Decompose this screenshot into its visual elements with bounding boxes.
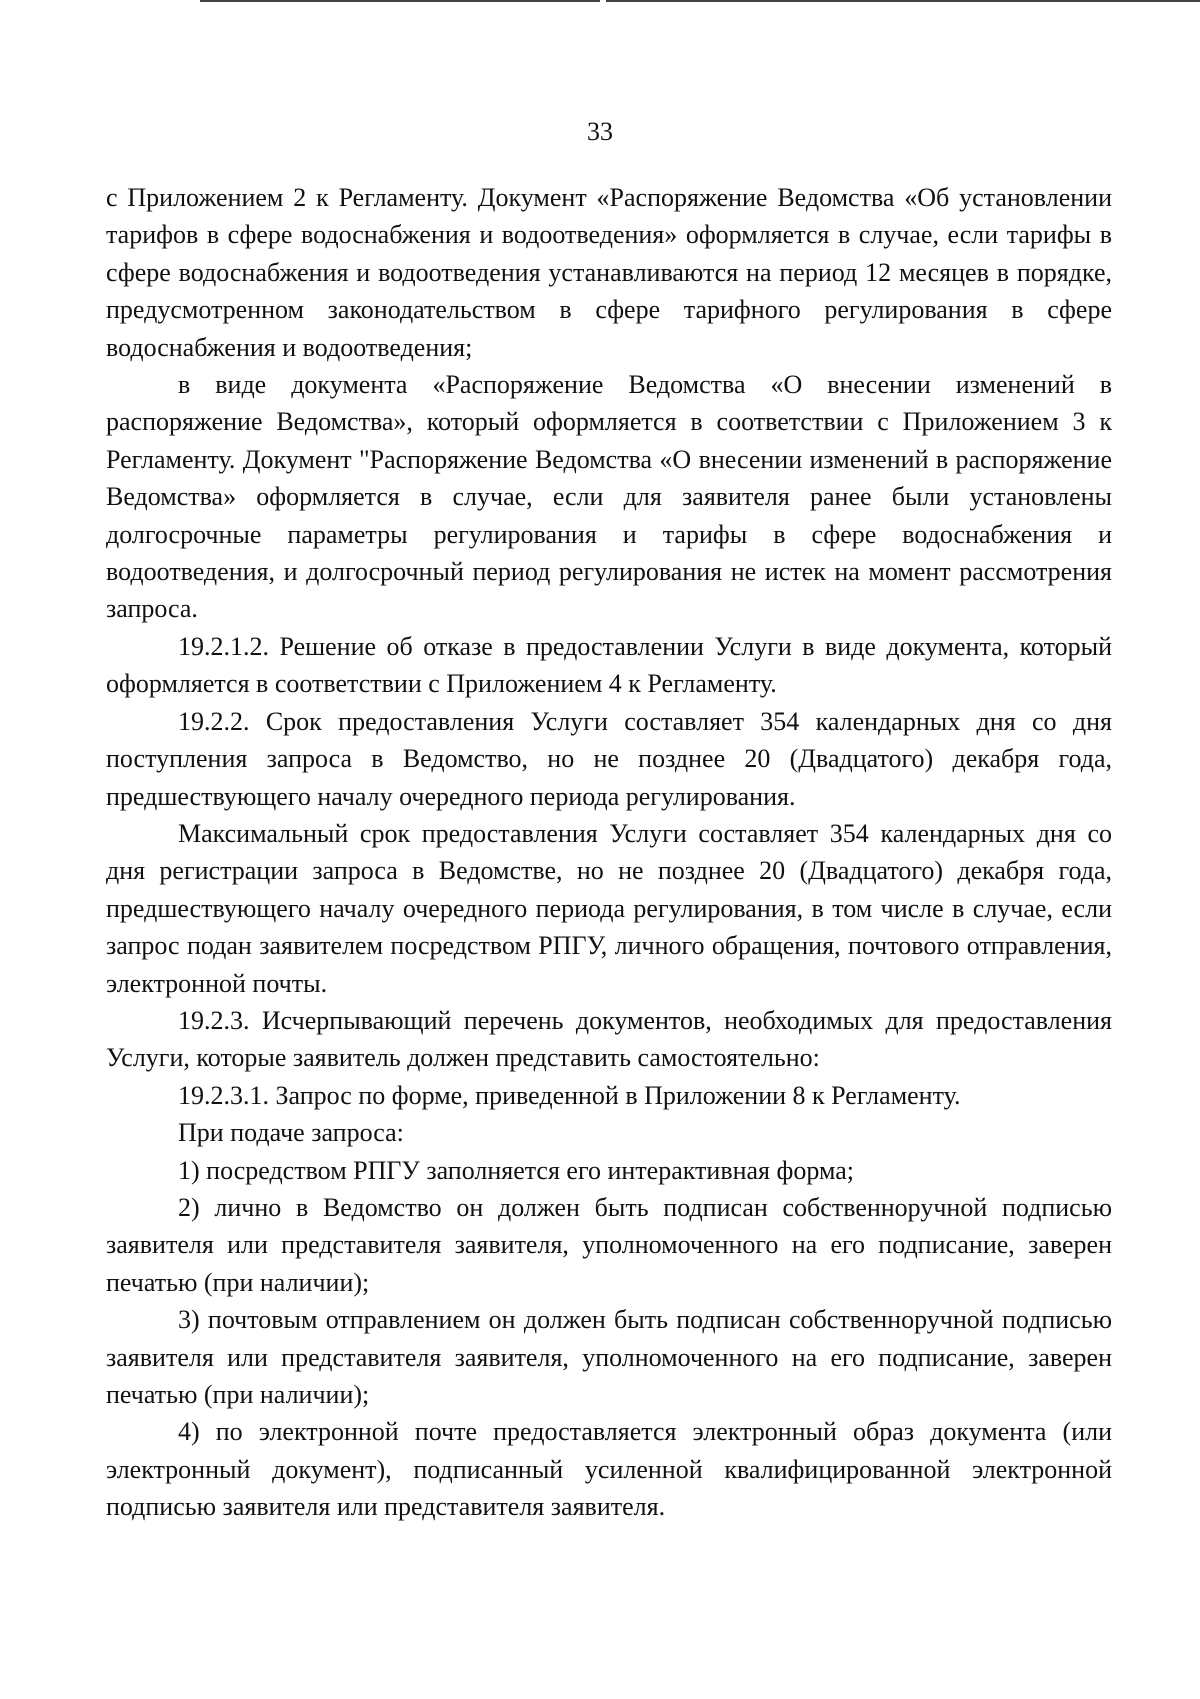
paragraph-19-2-2: 19.2.2. Срок предоставления Услуги составляет 354 календарных дня со дня поступления запроса в Ведомство, но не позднее 20 (Двадцатого) декабря года, предшествующего началу очередного периода регулирования. (106, 706, 1112, 811)
document-body (106, 179, 1112, 1526)
list-item-3: 3) почтовым отправлением он должен быть подписан собственноручной подписью заявителя или представителя заявителя, уполномоченного на его подписание, заверен печатью (при наличии); (106, 1305, 1112, 1409)
list-item-2: 2) лично в Ведомство он должен быть подписан собственноручной подписью заявителя или представителя заявителя, уполномоченного на его подписание, заверен печатью (при наличии); (106, 1192, 1112, 1297)
paragraph-continuation: с Приложением 2 к Регламенту. Документ «Распоряжение Ведомства «Об установлении тарифов в сфере водоснабжения и водоотведения» оформляется в случае, если тарифы в сфере водоснабжения и водоотведения устанавливаются на период 12 месяцев в порядке, предусмотренном законодательством в сфере тарифного регулирования в сфере водоснабжения и водоотведения; (106, 183, 1112, 362)
paragraph-max-term: Максимальный срок предоставления Услуги составляет 354 календарных дня со дня регистрации запроса в Ведомстве, но не позднее 20 (Двадцатого) декабря года, предшествующего началу очередного периода регулирования, в том числе в случае, если запрос подан заявителем посредством РПГУ, личного обращения, почтового отправления, электронной почты. (106, 818, 1112, 998)
top-border-line (200, 0, 600, 2)
page-number: 33 (587, 117, 613, 146)
paragraph-amendment-document: в виде документа «Распоряжение Ведомства «О внесении изменений в распоряжение Ведомства», который оформляется в соответствии с Приложением 3 к Регламенту. Документ "Распоряжение Ведомства «О внесении изменений в распоряжение Ведомства» оформляется в случае, если для заявителя ранее были установлены долгосрочные параметры регулирования и тарифы в сфере водоснабжения и водоотведения, и долгосрочный период регулирования не истек на момент рассмотрения запроса. (106, 370, 1112, 624)
list-item-1: 1) посредством РПГУ заполняется его интерактивная форма; (178, 1155, 854, 1185)
paragraph-19-2-1-2: 19.2.1.2. Решение об отказе в предоставлении Услуги в виде документа, который оформляется в соответствии с Приложением 4 к Регламенту. (106, 631, 1112, 699)
paragraph-19-2-3-1: 19.2.3.1. Запрос по форме, приведенной в Приложении 8 к Регламенту. (178, 1080, 961, 1110)
paragraph-submission-intro: При подаче запроса: (178, 1118, 404, 1148)
top-border-line (606, 0, 1200, 2)
list-item-4: 4) по электронной почте предоставляется электронный образ документа (или электронный документ), подписанный усиленной квалифицированной электронной подписью заявителя или представителя заявителя. (106, 1417, 1112, 1522)
paragraph-19-2-3: 19.2.3. Исчерпывающий перечень документов, необходимых для предоставления Услуги, которые заявитель должен представить самостоятельно: (106, 1005, 1112, 1073)
